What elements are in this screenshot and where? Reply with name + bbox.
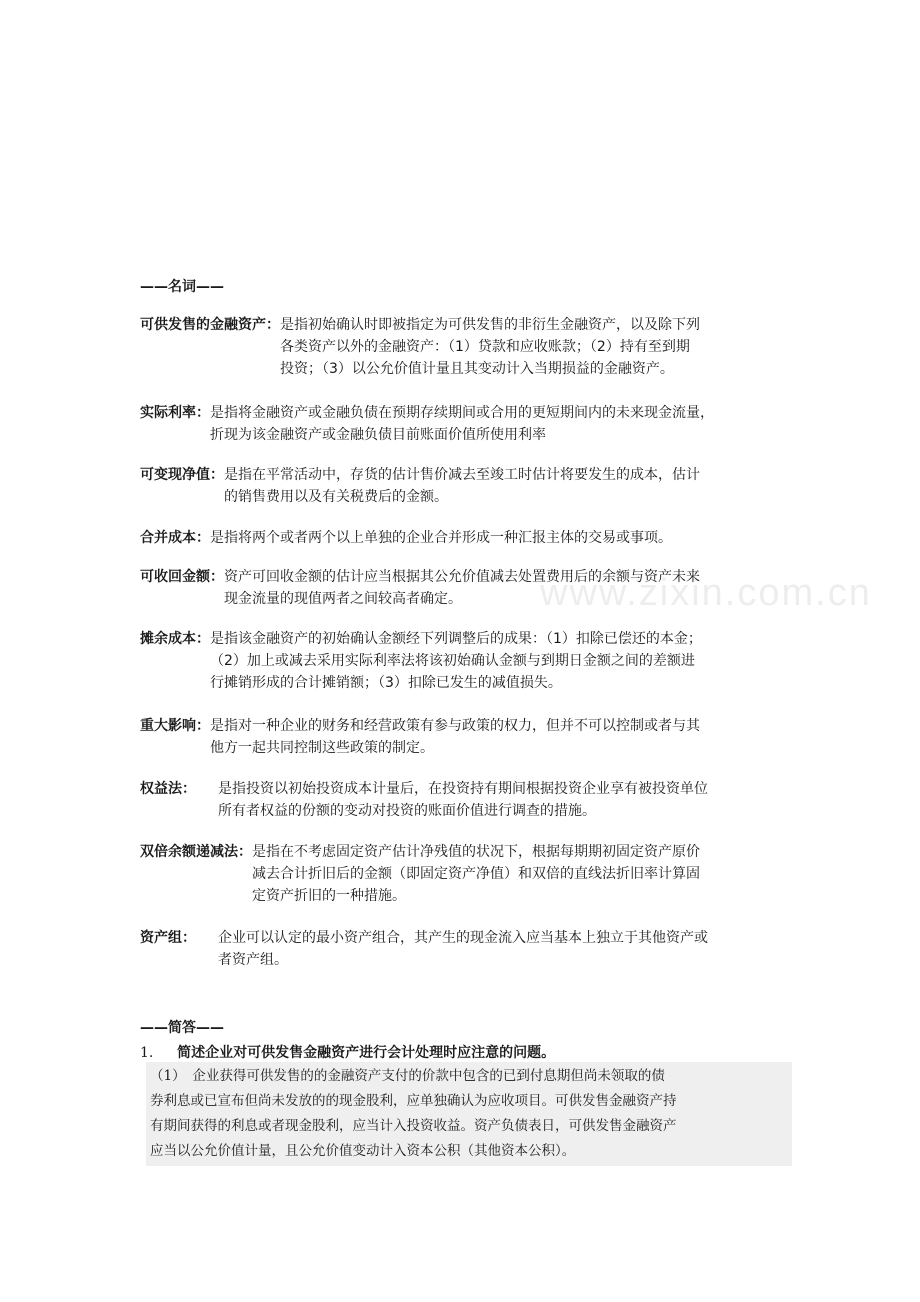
answer-line: 有期间获得的利息或者现金股利，应当计入投资收益。资产负债表日，可供发售金融资产 <box>150 1118 677 1134</box>
answer-line: 应当以公允价值计量，且公允价值变动计入资本公积（其他资本公积）。 <box>150 1143 576 1159</box>
definition-line: 是指初始确认时即被指定为可供发售的非衍生金融资产，以及除下列 <box>280 317 700 333</box>
definition-line: 是指投资以初始投资成本计量后，在投资持有期间根据投资企业享有被投资单位 <box>218 781 708 797</box>
definition-line: 是指将两个或者两个以上单独的企业合并形成一种汇报主体的交易或事项。 <box>210 530 672 546</box>
answer-line: 券利息或已宣布但尚未发放的的现金股利，应单独确认为应收项目。可供发售金融资产持 <box>150 1093 677 1109</box>
term-entry <box>140 566 700 610</box>
term-label: 重大影响： <box>140 718 210 734</box>
definition-line: 现金流量的现值两者之间较高者确定。 <box>224 591 462 607</box>
question-text: 简述企业对可供发售金融资产进行会计处理时应注意的问题。 <box>177 1045 556 1061</box>
term-definition <box>224 464 700 508</box>
definition-line: 的销售费用以及有关税费后的金额。 <box>224 489 448 505</box>
term-label: 可变现净值： <box>140 467 224 483</box>
term-definition <box>210 402 714 446</box>
term-definition <box>252 841 700 907</box>
watermark: www.zixin.com.cn <box>540 572 872 614</box>
definition-line: 折现为该金融资产或金融负债目前账面价值所使用利率 <box>210 427 546 443</box>
definition-line: 企业可以认定的最小资产组合，其产生的现金流入应当基本上独立于其他资产或 <box>218 930 708 946</box>
term-label: 合并成本： <box>140 530 210 546</box>
term-label: 实际利率： <box>140 405 210 421</box>
section-heading-short-answer: ——简答—— <box>140 1020 224 1036</box>
definition-line: 是指在不考虑固定资产估计净残值的状况下，根据每期期初固定资产原价 <box>252 844 700 860</box>
definition-line: 是指该金融资产的初始确认金额经下列调整后的成果：（1）扣除已偿还的本金； <box>210 631 702 647</box>
definition-line: 投资；（3）以公允价值计量且其变动计入当期损益的金融资产。 <box>280 361 674 377</box>
definition-line: 者资产组。 <box>218 952 288 968</box>
definition-line: 各类资产以外的金融资产：（1）贷款和应收账款；（2）持有至到期 <box>280 339 690 355</box>
term-label: 资产组： <box>140 930 196 946</box>
definition-line: 减去合计折旧后的金额（即固定资产净值）和双倍的直线法折旧率计算固 <box>252 866 700 882</box>
term-definition <box>224 566 700 610</box>
question-title <box>140 1042 555 1062</box>
definition-line: 资产可回收金额的估计应当根据其公允价值减去处置费用后的余额与资产未来 <box>224 569 700 585</box>
answer-line: （1） 企业获得可供发售的的金融资产支付的价款中包含的已到付息期但尚未领取的债 <box>150 1068 665 1084</box>
term-definition <box>280 314 700 380</box>
term-entry <box>140 927 708 971</box>
definition-line: 是指将金融资产或金融负债在预期存续期间或合用的更短期间内的未来现金流量， <box>210 405 714 421</box>
term-label: 双倍余额递减法： <box>140 844 252 860</box>
term-label: 可收回金额： <box>140 569 224 585</box>
question-number: 1. <box>140 1045 154 1061</box>
term-entry <box>140 527 672 549</box>
term-definition <box>218 778 708 822</box>
term-label: 摊余成本： <box>140 631 210 647</box>
term-definition <box>210 628 702 694</box>
term-definition <box>210 715 700 759</box>
term-label: 权益法： <box>140 781 196 797</box>
section-heading-terms: ——名词—— <box>140 279 224 295</box>
term-label: 可供发售的金融资产： <box>140 317 280 333</box>
term-entry <box>140 314 700 380</box>
term-definition <box>218 927 708 971</box>
term-definition <box>210 527 672 549</box>
term-entry <box>140 628 702 694</box>
definition-line: 行摊销形成的合计摊销额；（3）扣除已发生的减值损失。 <box>210 675 562 691</box>
term-entry <box>140 778 708 822</box>
definition-line: 他方一起共同控制这些政策的制定。 <box>210 740 434 756</box>
definition-line: 所有者权益的份额的变动对投资的账面价值进行调查的措施。 <box>218 803 596 819</box>
term-entry <box>140 841 700 907</box>
answer-block <box>146 1062 792 1166</box>
definition-line: 是指对一种企业的财务和经营政策有参与政策的权力，但并不可以控制或者与其 <box>210 718 700 734</box>
definition-line: （2）加上或减去采用实际利率法将该初始确认金额与到期日金额之间的差额进 <box>210 653 695 669</box>
term-entry <box>140 402 714 446</box>
definition-line: 是指在平常活动中，存货的估计售价减去至竣工时估计将要发生的成本，估计 <box>224 467 700 483</box>
term-entry <box>140 464 700 508</box>
definition-line: 定资产折旧的一种措施。 <box>252 888 406 904</box>
term-entry <box>140 715 700 759</box>
